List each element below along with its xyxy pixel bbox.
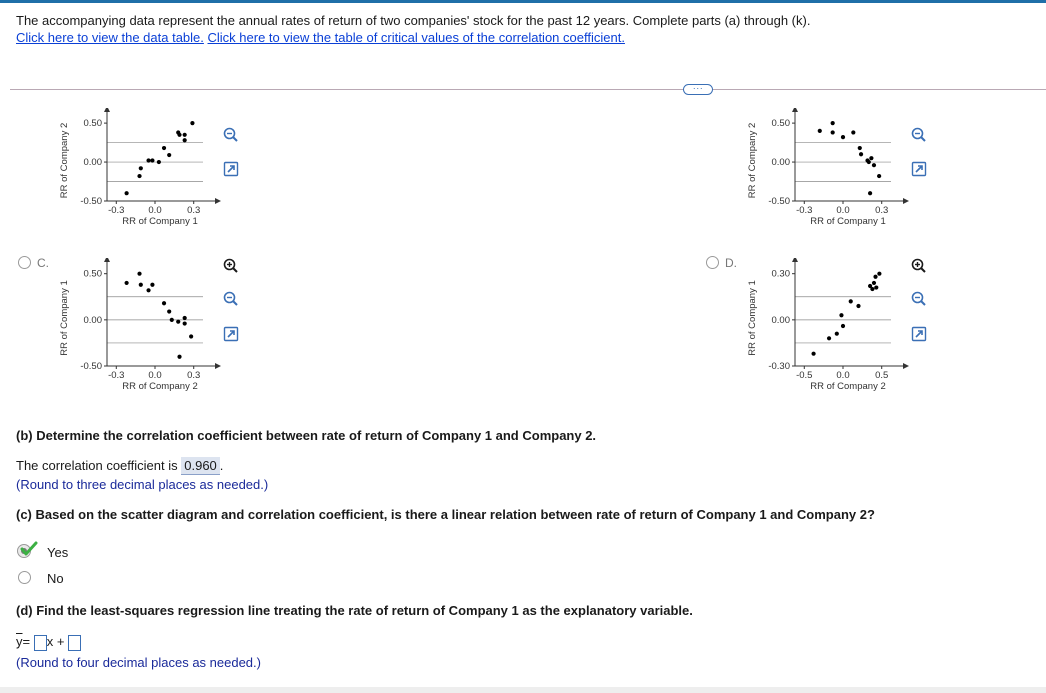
data-point <box>831 130 835 134</box>
data-point <box>146 158 150 162</box>
data-point <box>139 166 143 170</box>
zoom-out-icon[interactable] <box>910 126 928 144</box>
data-point <box>867 160 871 164</box>
data-point <box>150 158 154 162</box>
data-point <box>868 191 872 195</box>
data-point <box>183 316 187 320</box>
bottom-strip <box>0 687 1046 693</box>
scatter-plot-bottom-right <box>743 258 928 408</box>
data-point <box>177 133 181 137</box>
option-yes-label: Yes <box>47 545 69 560</box>
data-point <box>859 152 863 156</box>
slope-input[interactable] <box>34 635 47 651</box>
y-tick-label: 0.50 <box>83 268 102 280</box>
x-tick-label: 0.0 <box>148 205 162 216</box>
more-button[interactable]: ··· <box>683 84 713 95</box>
answer-prefix: The correlation coefficient is <box>16 458 178 473</box>
data-point <box>139 283 143 287</box>
y-axis-label: RR of Company 2 <box>747 122 758 199</box>
y-axis-arrow <box>104 108 110 112</box>
data-point <box>157 160 161 164</box>
part-b-hint: (Round to three decimal places as needed.) <box>16 477 269 492</box>
zoom-out-icon[interactable] <box>910 290 928 308</box>
y-tick-label: 0.30 <box>771 268 790 280</box>
data-point <box>827 336 831 340</box>
x-tick-label: -0.5 <box>796 370 813 381</box>
data-table-link[interactable]: Click here to view the data table. <box>16 30 204 45</box>
x-axis-arrow <box>903 198 909 204</box>
y-tick-label: -0.50 <box>768 196 790 207</box>
part-d-hint: (Round to four decimal places as needed.) <box>16 655 261 670</box>
y-tick-label: 0.00 <box>83 314 102 326</box>
data-point <box>831 121 835 125</box>
data-point <box>162 146 166 150</box>
zoom-in-icon[interactable] <box>222 257 240 275</box>
answer-suffix: . <box>219 458 224 473</box>
option-c-radio[interactable] <box>18 256 31 269</box>
y-axis-arrow <box>792 108 798 112</box>
data-point <box>811 352 815 356</box>
x-axis-arrow <box>903 363 909 369</box>
data-point <box>870 287 874 291</box>
popout-icon[interactable] <box>222 160 240 178</box>
x-axis-label: RR of Company 1 <box>122 216 198 227</box>
zoom-out-icon[interactable] <box>222 290 240 308</box>
scatter-plot-bottom-left <box>55 258 240 408</box>
part-d-question: (d) Find the least-squares regression line treating the rate of return of Company 1 as the explanatory variable. <box>16 603 693 618</box>
checkmark-icon <box>15 541 39 559</box>
zoom-in-icon[interactable] <box>910 257 928 275</box>
y-tick-label: -0.50 <box>80 361 102 372</box>
data-point <box>872 163 876 167</box>
correlation-answer-field[interactable]: 0.960 <box>181 457 220 475</box>
y-axis-label: RR of Company 1 <box>59 280 70 356</box>
y-tick-label: -0.50 <box>80 196 102 207</box>
part-b-question: (b) Determine the correlation coefficient between rate of return of Company 1 and Company 2. <box>16 428 597 443</box>
data-point <box>150 283 154 287</box>
y-tick-label: 0.00 <box>771 314 790 326</box>
data-point <box>190 121 194 125</box>
scatter-plot-top-right <box>743 108 928 243</box>
x-axis-label: RR of Company 2 <box>122 381 198 392</box>
zoom-out-icon[interactable] <box>222 126 240 144</box>
data-point <box>877 174 881 178</box>
intro-text: The accompanying data represent the annual rates of return of two companies' stock for the past 12 years. Complete parts (a) through (k). <box>16 13 811 28</box>
popout-icon[interactable] <box>910 160 928 178</box>
data-point <box>873 275 877 279</box>
scatter-plot-top-left <box>55 108 240 243</box>
data-point <box>877 272 881 276</box>
y-hat-symbol: $\overline{y}$ <box>16 634 23 649</box>
regression-equation <box>16 634 81 651</box>
data-point <box>183 321 187 325</box>
data-point <box>872 281 876 285</box>
data-point <box>170 318 174 322</box>
top-accent-bar <box>0 0 1046 3</box>
option-d-radio[interactable] <box>706 256 719 269</box>
y-axis-label: RR of Company 1 <box>747 280 758 356</box>
equals-sign: = <box>22 634 31 649</box>
part-c-question: (c) Based on the scatter diagram and correlation coefficient, is there a linear relation between rate of return of Company 1 and Company 2? <box>16 507 875 522</box>
data-point <box>874 285 878 289</box>
data-point <box>176 320 180 324</box>
divider <box>10 89 1046 90</box>
option-no-radio[interactable] <box>18 571 31 584</box>
popout-icon[interactable] <box>910 325 928 343</box>
data-point <box>849 299 853 303</box>
x-tick-label: -0.3 <box>108 205 125 216</box>
data-point <box>183 133 187 137</box>
y-tick-label: 0.50 <box>83 118 102 130</box>
y-tick-label: 0.00 <box>83 157 102 169</box>
data-point <box>137 272 141 276</box>
data-point <box>162 301 166 305</box>
y-axis-arrow <box>792 258 798 262</box>
data-point <box>189 334 193 338</box>
y-tick-label: -0.30 <box>768 361 790 372</box>
popout-icon[interactable] <box>222 325 240 343</box>
x-tick-label: -0.3 <box>108 370 125 381</box>
links-row <box>16 30 625 45</box>
x-tick-label: 0.3 <box>875 205 889 216</box>
option-c-label: C. <box>37 256 49 270</box>
x-tick-label: 0.3 <box>187 205 201 216</box>
data-point <box>841 324 845 328</box>
data-point <box>839 313 843 317</box>
x-plus-text: x + <box>46 634 65 649</box>
data-point <box>167 153 171 157</box>
option-no-label: No <box>47 571 64 586</box>
data-point <box>177 355 181 359</box>
data-point <box>183 138 187 142</box>
intercept-input[interactable] <box>68 635 81 651</box>
data-point <box>167 309 171 313</box>
y-axis-arrow <box>104 258 110 262</box>
x-axis-arrow <box>215 198 221 204</box>
x-axis-label: RR of Company 1 <box>810 216 886 227</box>
data-point <box>858 146 862 150</box>
y-tick-label: 0.50 <box>771 118 790 130</box>
data-point <box>125 281 129 285</box>
x-axis-arrow <box>215 363 221 369</box>
option-d-label: D. <box>725 256 737 270</box>
critical-values-link[interactable]: Click here to view the table of critical values of the correlation coefficient. <box>207 30 625 45</box>
y-tick-label: 0.00 <box>771 157 790 169</box>
x-axis-label: RR of Company 2 <box>810 381 886 392</box>
data-point <box>841 135 845 139</box>
data-point <box>818 129 822 133</box>
data-point <box>869 156 873 160</box>
data-point <box>856 304 860 308</box>
data-point <box>835 332 839 336</box>
data-point <box>851 130 855 134</box>
part-b-answer-row <box>16 457 223 475</box>
y-axis-label: RR of Company 2 <box>59 122 70 199</box>
data-point <box>146 288 150 292</box>
data-point <box>125 191 129 195</box>
x-tick-label: -0.3 <box>796 205 813 216</box>
x-tick-label: 0.0 <box>836 370 850 381</box>
x-tick-label: 0.0 <box>148 370 162 381</box>
x-tick-label: 0.5 <box>875 370 889 381</box>
x-tick-label: 0.3 <box>187 370 201 381</box>
x-tick-label: 0.0 <box>836 205 850 216</box>
data-point <box>137 174 141 178</box>
